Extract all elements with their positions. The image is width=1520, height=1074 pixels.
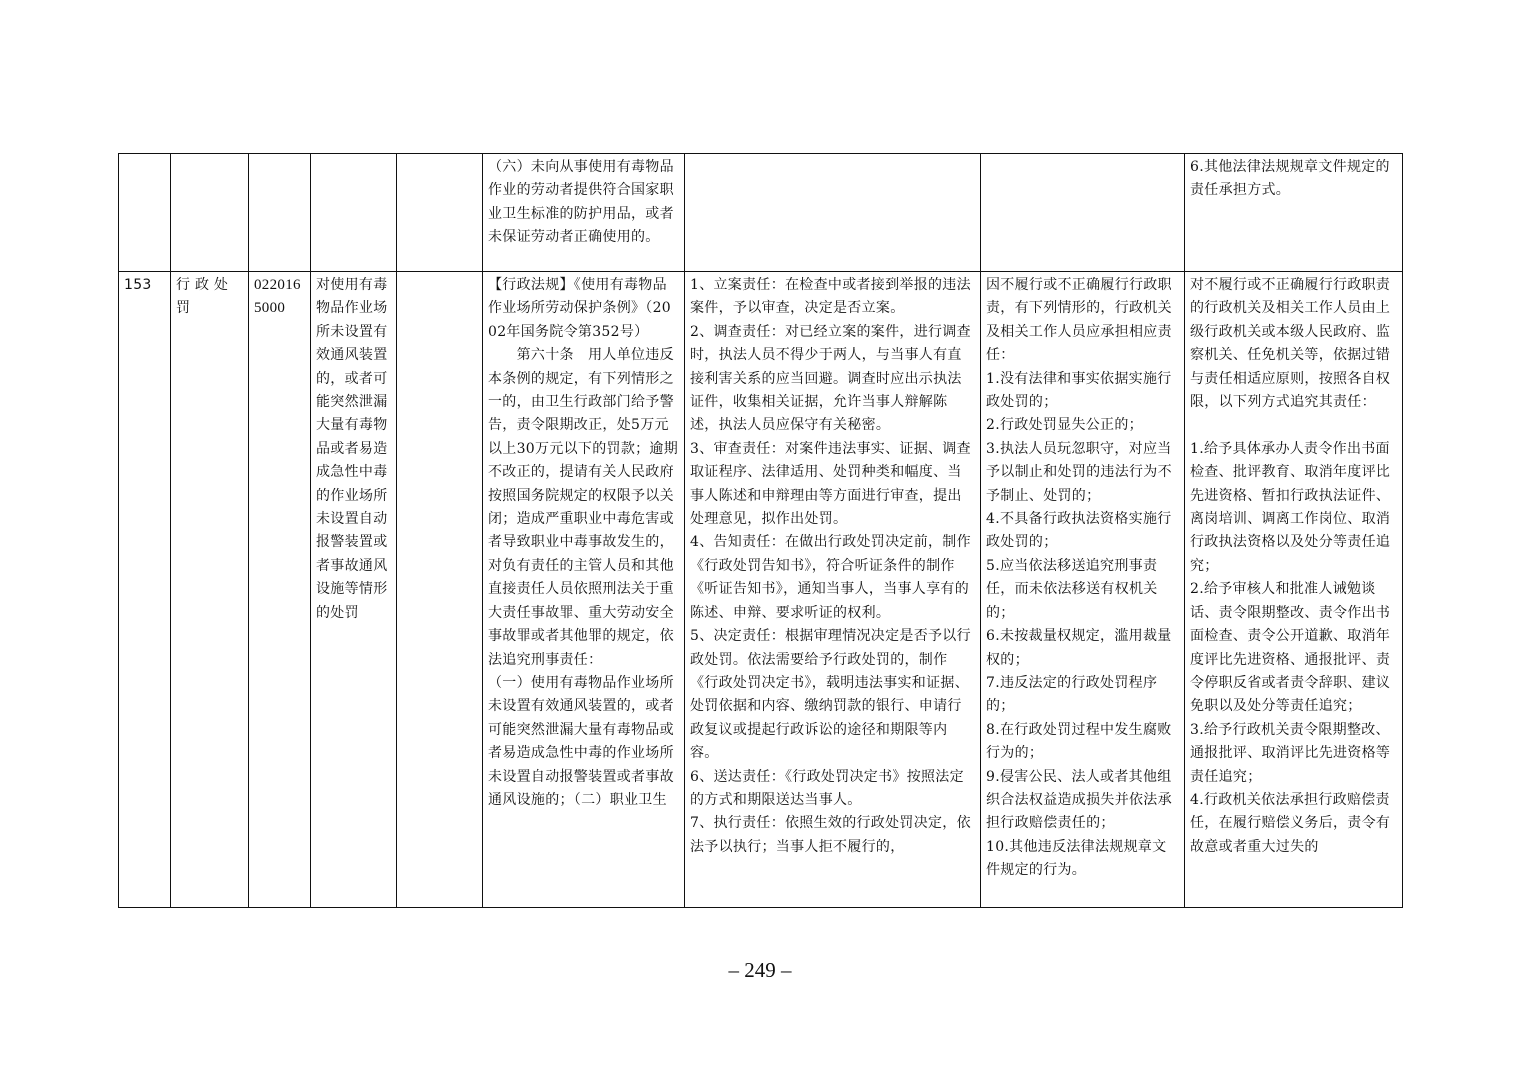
item-remedy: 对不履行或不正确履行行政职责的行政机关及相关工作人员由上级行政机关或本级人民政府、监察机关、任免机关等，依据过错与责任相适应原则，按照各自权限，以下列方式追究其责任： 1.给予具体承办人责令作出书面检查、批评教育、取消年度评比先进资格、暂扣行政执法证件、离岗培训、调离工作岗位、取消行政执法资格以及处分等责任追究； 2.给予审核人和批准人诫勉谈话、责令限期整改、责令作出书面检查、责令公开道歉、取消年度评比先进资格、通报批评、责令停职反省或者责令辞职、建议免职以及处分等责任追究； 3.给予行政机关责令限期整改、通报批评、取消评比先进资格等责任追究； 4.行政机关依法承担行政赔偿责任，在履行赔偿义务后，责令有故意或者重大过失的: [1185, 272, 1403, 908]
item-number: 153: [119, 272, 171, 908]
cell-type: [171, 154, 249, 272]
cell-name: [311, 154, 397, 272]
page-number: – 249 –: [728, 958, 792, 982]
item-type: 行政处罚: [171, 272, 249, 908]
table-row: [119, 272, 1403, 908]
cell-basis: （六）未向从事使用有毒物品作业的劳动者提供符合国家职业卫生标准的防护用品，或者未保证劳动者正确使用的。: [483, 154, 685, 272]
item-name: 对使用有毒物品作业场所未设置有效通风装置的，或者可能突然泄漏大量有毒物品或者易造成急性中毒的作业场所未设置自动报警装置或者事故通风设施等情形的处罚: [311, 272, 397, 908]
cell-blank: [397, 154, 483, 272]
item-accountability: 因不履行或不正确履行行政职责，有下列情形的，行政机关及相关工作人员应承担相应责任： 1.没有法律和事实依据实施行政处罚的； 2.行政处罚显失公正的； 3.执法人员玩忽职守，对应当予以制止和处罚的违法行为不予制止、处罚的； 4.不具备行政执法资格实施行政处罚的； 5.应当依法移送追究刑事责任，而未依法移送有权机关的； 6.未按裁量权规定，滥用裁量权的； 7.违反法定的行政处罚程序的； 8.在行政处罚过程中发生腐败行为的； 9.侵害公民、法人或者其他组织合法权益造成损失并依法承担行政赔偿责任的； 10.其他违反法律法规规章文件规定的行为。: [981, 272, 1185, 908]
cell-accountability: [981, 154, 1185, 272]
item-legal-basis: 【行政法规】《使用有毒物品作业场所劳动保护条例》（2002年国务院令第352号） 第六十条 用人单位违反本条例的规定，有下列情形之一的，由卫生行政部门给予警告，责令限期改正，处5万元以上30万元以下的罚款；逾期不改正的，提请有关人民政府按照国务院规定的权限予以关闭；造成严重职业中毒危害或者导致职业中毒事故发生的，对负有责任的主管人员和其他直接责任人员依照刑法关于重大责任事故罪、重大劳动安全事故罪或者其他罪的规定，依法追究刑事责任： （一）使用有毒物品作业场所未设置有效通风装置的，或者可能突然泄漏大量有毒物品或者易造成急性中毒的作业场所未设置自动报警装置或者事故通风设施的；（二）职业卫生: [483, 272, 685, 908]
item-blank: [397, 272, 483, 908]
continuation-row: [119, 154, 1403, 272]
responsibility-table: [118, 153, 1403, 908]
item-responsibility: 1、立案责任：在检查中或者接到举报的违法案件，予以审查，决定是否立案。 2、调查责任：对已经立案的案件，进行调查时，执法人员不得少于两人，与当事人有直接利害关系的应当回避。调查时应出示执法证件，收集相关证据，允许当事人辩解陈述，执法人员应保守有关秘密。 3、审查责任：对案件违法事实、证据、调查取证程序、法律适用、处罚种类和幅度、当事人陈述和申辩理由等方面进行审查，提出处理意见，拟作出处罚。 4、告知责任：在做出行政处罚决定前，制作《行政处罚告知书》，符合听证条件的制作《听证告知书》，通知当事人，当事人享有的陈述、申辩、要求听证的权利。 5、决定责任：根据审理情况决定是否予以行政处罚。依法需要给予行政处罚的，制作《行政处罚决定书》，载明违法事实和证据、处罚依据和内容、缴纳罚款的银行、申请行政复议或提起行政诉讼的途径和期限等内容。 6、送达责任：《行政处罚决定书》按照法定的方式和期限送达当事人。 7、执行责任：依照生效的行政处罚决定，依法予以执行；当事人拒不履行的，: [685, 272, 981, 908]
cell-number: [119, 154, 171, 272]
cell-responsibility: [685, 154, 981, 272]
cell-remedy: 6.其他法律法规规章文件规定的责任承担方式。: [1185, 154, 1403, 272]
cell-code: [249, 154, 311, 272]
item-code: 0220165000: [249, 272, 311, 908]
